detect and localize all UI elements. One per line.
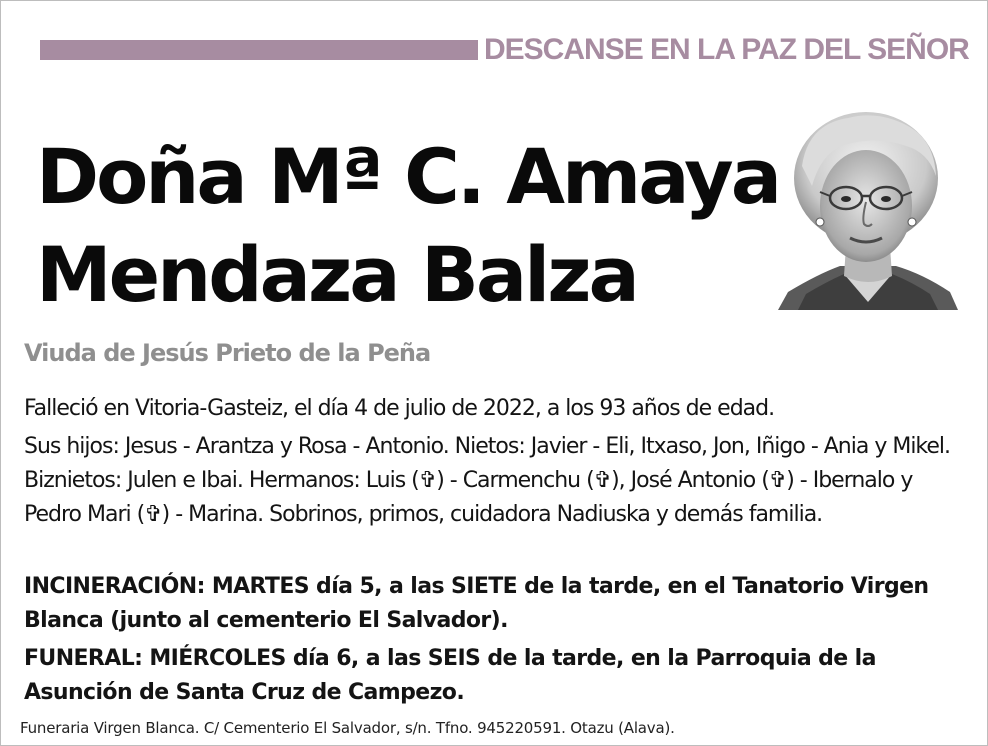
death-notice: Falleció en Vitoria-Gasteiz, el día 4 de julio de 2022, a los 93 años de edad. xyxy=(24,396,775,421)
portrait-photo xyxy=(778,106,958,310)
deceased-name xyxy=(36,128,779,324)
funeral-home-footer: Funeraria Virgen Blanca. C/ Cementerio El Salvador, s/n. Tfno. 945220591. Otazu (Alava). xyxy=(20,719,675,737)
deceased-name-line-1: Doña Mª C. Amaya xyxy=(36,132,779,221)
widow-subtitle: Viuda de Jesús Prieto de la Peña xyxy=(24,339,431,367)
funeral-info: FUNERAL: MIÉRCOLES día 6, a las SEIS de la tarde, en la Parroquia de la Asunción de Santa Cruz de Campezo. xyxy=(24,646,876,705)
family-list: Sus hijos: Jesus - Arantza y Rosa - Antonio. Nietos: Javier - Eli, Itxaso, Jon, Iñigo - Ania y Mikel. Biznietos: Julen e Ibai. Hermanos: Luis (✞) - Carmenchu (✞), José Antonio (✞) - Ibernalo y Pedro Mari (✞) - Marina. Sobrinos, primos, cuidadora Nadiuska y demás familia. xyxy=(24,434,951,527)
header-title: DESCANSE EN LA PAZ DEL SEÑOR xyxy=(484,33,969,66)
deceased-name-line-2: Mendaza Balza xyxy=(36,230,637,319)
header-bar xyxy=(40,40,478,60)
cremation-info: INCINERACIÓN: MARTES día 5, a las SIETE de la tarde, en el Tanatorio Virgen Blanca (junto al cementerio El Salvador). xyxy=(24,574,929,633)
